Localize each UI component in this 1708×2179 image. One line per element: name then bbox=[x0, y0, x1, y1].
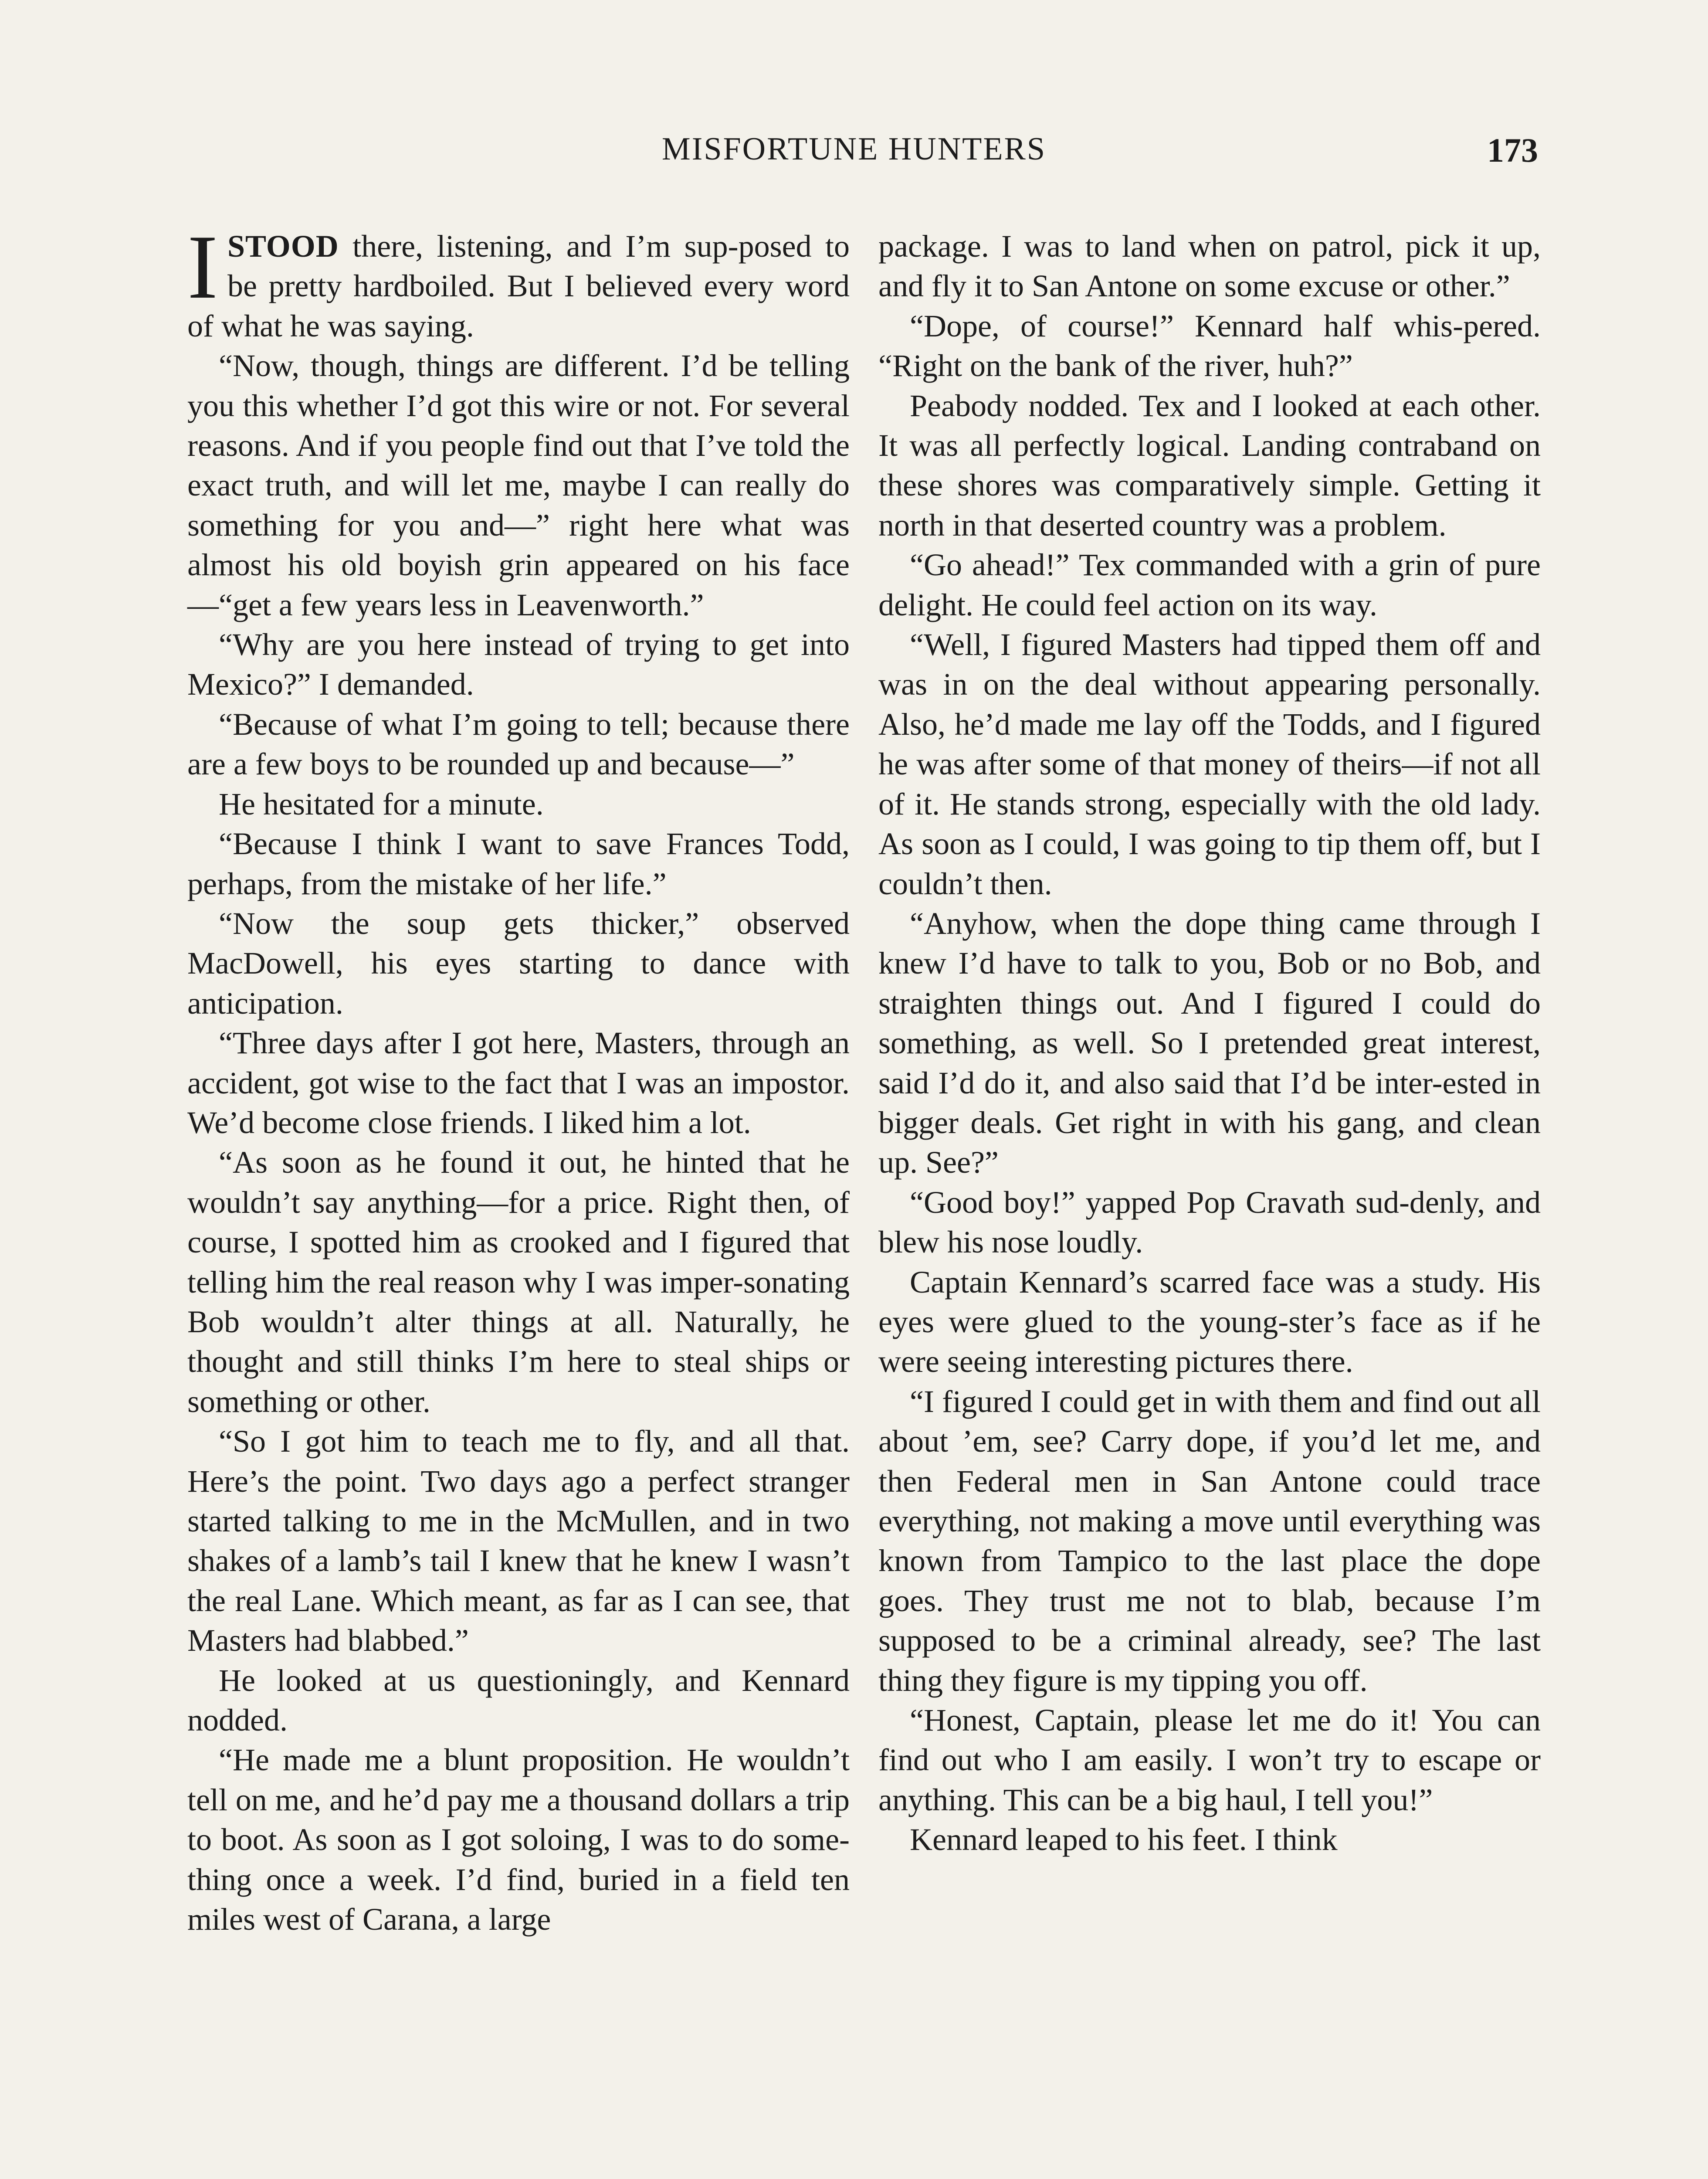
paragraph: “Honest, Captain, please let me do it! You can find out who I am easily. I won’t try to escape or anything. This can be a big haul, I tell you!” bbox=[878, 1703, 1541, 1817]
paragraph: “As soon as he found it out, he hinted that he wouldn’t say anything—for a price. Right then, of course, I spotted him as crooked and I figured that telling him the real reason why I was imper-sonating Bob wouldn’t alter things at all. Naturally, he thought and still thinks I’m here to steal ships or something or other. bbox=[187, 1145, 850, 1419]
paragraph: “I figured I could get in with them and find out all about ’em, see? Carry dope, if you’d let me, and then Federal men in San Antone could trace everything, not making a move until everything was known from Tampico to the last place the dope goes. They trust me not to blab, because I’m supposed to be a criminal already, see? The last thing they figure is my tipping you off. bbox=[878, 1384, 1541, 1698]
paragraph: “He made me a blunt proposition. He wouldn’t tell on me, and he’d pay me a thousand dollars a trip to boot. As soon as I got soloing, I was to do some-thing once a week. I’d find, buried in a field ten miles west of Carana, a large bbox=[187, 1742, 850, 1937]
paragraph: “Well, I figured Masters had tipped them off and was in on the deal without appearing personally. Also, he’d made me lay off the Todds, and I figured he was after some of that money of theirs—if not all of it. He stands strong, especially with the old lady. As soon as I could, I was going to tip them off, but I couldn’t then. bbox=[878, 627, 1541, 901]
continued-paragraph: package. I was to land when on patrol, pick it up, and fly it to San Antone on some excuse or other.” bbox=[878, 229, 1541, 304]
drop-cap: I bbox=[187, 217, 218, 318]
paragraph: Kennard leaped to his feet. I think bbox=[910, 1822, 1338, 1857]
paragraph: “Dope, of course!” Kennard half whis-pered. “Right on the bank of the river, huh?” bbox=[878, 308, 1541, 384]
page-header bbox=[170, 131, 1538, 187]
paragraph: “Why are you here instead of trying to get into Mexico?” I demanded. bbox=[187, 627, 850, 702]
opening-paragraph bbox=[187, 217, 850, 346]
opening-paragraph-text: there, listening, and I’m sup-posed to be pretty hardboiled. But I believed every word of what he was saying. bbox=[187, 229, 850, 343]
paragraph: “Go ahead!” Tex commanded with a grin of pure delight. He could feel action on its way. bbox=[878, 547, 1541, 622]
paragraph: “Anyhow, when the dope thing came through I knew I’d have to talk to you, Bob or no Bob, and straighten things out. And I figured I could do something, as well. So I pretended great interest, said I’d do it, and also said that I’d be inter-ested in bigger deals. Get right in with his gang, and clean up. See?” bbox=[878, 906, 1541, 1180]
page-number: 173 bbox=[1487, 131, 1538, 169]
running-head: MISFORTUNE HUNTERS bbox=[661, 131, 1047, 167]
paragraph: Peabody nodded. Tex and I looked at each other. It was all perfectly logical. Landing contraband on these shores was comparatively simple. Getting it north in that deserted country was a problem. bbox=[878, 388, 1541, 543]
paragraph: He hesitated for a minute. bbox=[219, 786, 544, 821]
right-column bbox=[878, 227, 1541, 1860]
paragraph: He looked at us questioningly, and Kennard nodded. bbox=[187, 1663, 850, 1738]
paragraph: “Now, though, things are different. I’d be telling you this whether I’d got this wire or not. For several reasons. And if you people find out that I’ve told the exact truth, and will let me, maybe I can really do something for you and—” right here what was almost his old boyish grin appeared on his face—“get a few years less in Leavenworth.” bbox=[187, 348, 850, 622]
paragraph: Captain Kennard’s scarred face was a study. His eyes were glued to the young-ster’s face as if he were seeing interesting pictures there. bbox=[878, 1264, 1541, 1379]
lead-caps: STOOD bbox=[227, 229, 339, 264]
paragraph: “Now the soup gets thicker,” observed MacDowell, his eyes starting to dance with anticipation. bbox=[187, 906, 850, 1021]
paragraph: “Three days after I got here, Masters, through an accident, got wise to the fact that I was an impostor. We’d become close friends. I liked him a lot. bbox=[187, 1025, 850, 1140]
paragraph: “Because I think I want to save Frances Todd, perhaps, from the mistake of her life.” bbox=[187, 826, 850, 901]
left-column bbox=[187, 217, 850, 1939]
paragraph: “Good boy!” yapped Pop Cravath sud-denly, and blew his nose loudly. bbox=[878, 1185, 1541, 1260]
paragraph: “Because of what I’m going to tell; because there are a few boys to be rounded up and because—” bbox=[187, 706, 850, 782]
paragraph: “So I got him to teach me to fly, and all that. Here’s the point. Two days ago a perfect stranger started talking to me in the McMullen, and in two shakes of a lamb’s tail I knew that he knew I wasn’t the real Lane. Which meant, as far as I can see, that Masters had blabbed.” bbox=[187, 1424, 850, 1658]
